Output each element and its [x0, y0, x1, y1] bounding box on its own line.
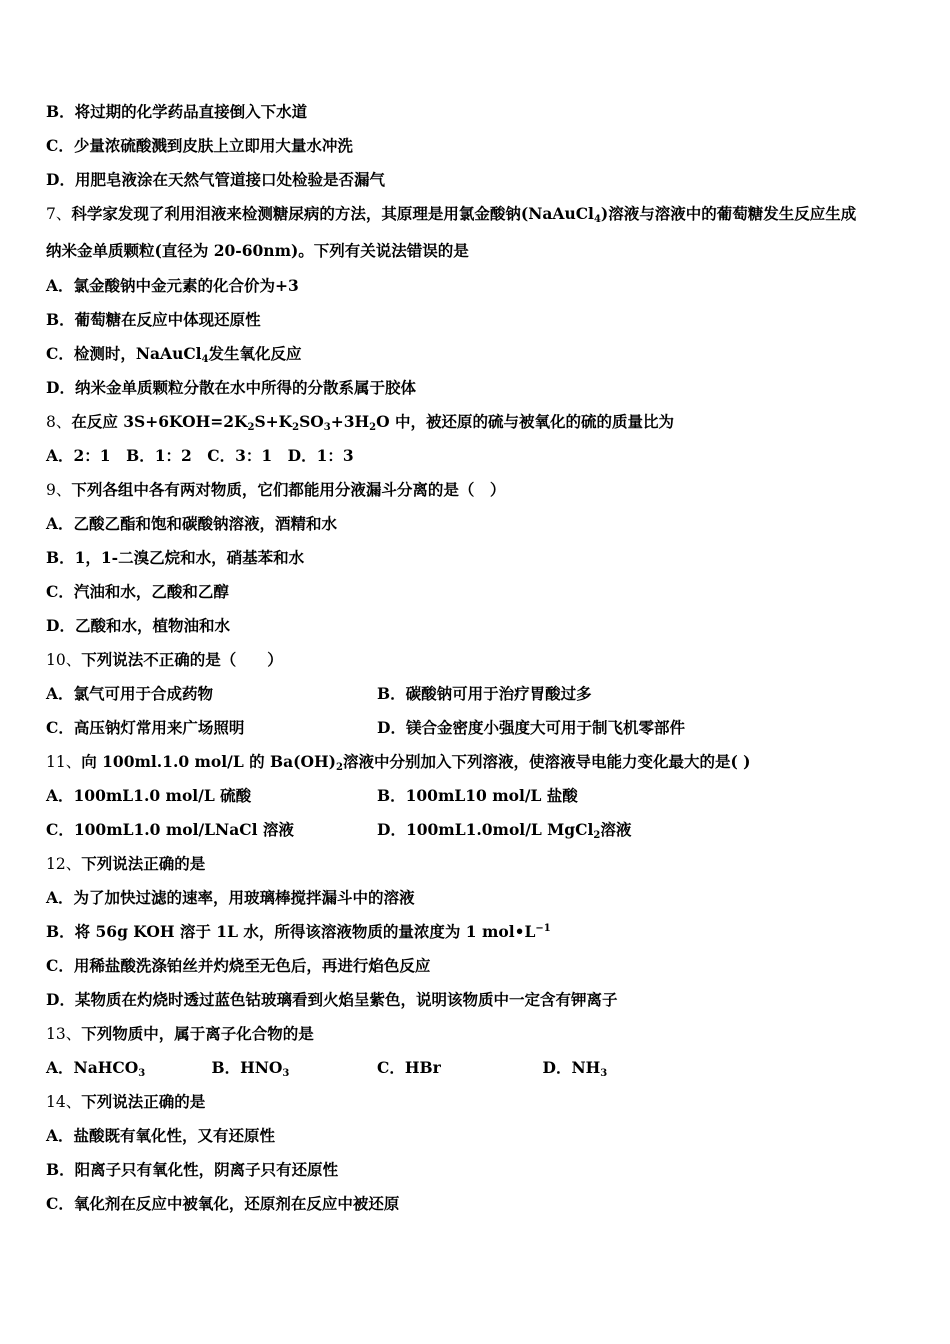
text-column [377, 716, 708, 740]
text-line [46, 376, 910, 400]
text-column [46, 512, 337, 536]
subscript: 2 [247, 422, 255, 433]
text-line [46, 308, 910, 332]
text-segment: D．镁合金密度小强度大可用于制飞机零部件 [377, 718, 685, 737]
subscript: 2 [335, 762, 343, 773]
question-number: 14、 [46, 1093, 82, 1111]
text-segment: A．2：1 B．1：2 C．3：1 D．1：3 [46, 446, 354, 465]
text-line [46, 1158, 910, 1182]
text-line [46, 512, 910, 536]
question-line [46, 648, 910, 672]
superscript: −1 [535, 923, 551, 934]
text-segment: C．用稀盐酸洗涤铂丝并灼烧至无色后，再进行焰色反应 [46, 956, 431, 975]
text-segment: A．氯气可用于合成药物 [46, 684, 214, 703]
text-segment: D．100mL1.0mol/L MgCl [377, 820, 594, 839]
subscript: 4 [593, 214, 601, 225]
text-column [71, 478, 505, 502]
subscript: 3 [138, 1068, 146, 1079]
text-column [81, 750, 750, 774]
text-column [46, 308, 261, 332]
text-column [377, 818, 708, 842]
text-line [46, 1192, 910, 1216]
text-segment: D．某物质在灼烧时透过蓝色钴玻璃看到火焰呈紫色，说明该物质中一定含有钾离子 [46, 990, 618, 1009]
question-number: 11、 [46, 753, 82, 771]
text-line [46, 818, 910, 842]
text-segment: D．NH [542, 1058, 601, 1077]
text-column [46, 886, 415, 910]
text-segment: B．1，1-二溴乙烷和水，硝基苯和水 [46, 548, 305, 567]
text-segment: 溶液 [600, 820, 632, 839]
text-column [46, 954, 430, 978]
text-segment: 向 100ml.1.0 mol/L 的 Ba(OH) [81, 752, 336, 771]
text-line [46, 342, 910, 366]
text-column [46, 988, 617, 1012]
text-segment: C．HBr [377, 1058, 441, 1077]
text-segment: 在反应 3S+6KOH=2K [71, 412, 248, 431]
text-column [81, 1090, 205, 1114]
text-segment: 溶液中分别加入下列溶液，使溶液导电能力变化最大的是( ) [342, 752, 751, 771]
text-column [46, 100, 307, 124]
text-column [46, 682, 377, 706]
text-segment: A．NaHCO [46, 1058, 139, 1077]
text-segment: 纳米金单质颗粒(直径为 20-60nm)。下列有关说法错误的是 [46, 241, 469, 260]
text-segment: C．氧化剂在反应中被氧化，还原剂在反应中被还原 [46, 1194, 400, 1213]
question-line [46, 478, 910, 502]
text-segment: D．纳米金单质颗粒分散在水中所得的分散系属于胶体 [46, 378, 416, 397]
text-column [46, 580, 229, 604]
text-line [46, 920, 910, 944]
text-segment: O 中，被还原的硫与被氧化的硫的质量比为 [376, 412, 675, 431]
question-line [46, 1090, 910, 1114]
text-line [46, 239, 910, 263]
text-column [81, 648, 283, 672]
text-line [46, 580, 910, 604]
text-segment: A．氯金酸钠中金元素的化合价为+3 [46, 276, 299, 295]
text-column [46, 784, 377, 808]
text-column [46, 274, 299, 298]
text-segment: B．将 56g KOH 溶于 1L 水，所得该溶液物质的量浓度为 1 mol•L [46, 922, 536, 941]
text-column [46, 376, 416, 400]
text-column [46, 1192, 399, 1216]
text-column [46, 614, 230, 638]
text-segment: D．乙酸和水，植物油和水 [46, 616, 230, 635]
subscript: 4 [201, 354, 209, 365]
text-column [46, 716, 377, 740]
text-column [46, 444, 354, 468]
text-segment: B．100mL10 mol/L 盐酸 [377, 786, 578, 805]
text-line [46, 886, 910, 910]
question-line [46, 750, 910, 774]
text-line [46, 444, 910, 468]
text-column [46, 1056, 212, 1080]
question-line [46, 1022, 910, 1046]
text-segment: 下列说法正确的是 [81, 854, 206, 873]
text-segment: C．检测时，NaAuCl [46, 344, 202, 363]
text-column [543, 1056, 709, 1080]
text-line [46, 954, 910, 978]
text-segment: S+K [254, 412, 293, 431]
text-segment: C．汽油和水，乙酸和乙醇 [46, 582, 229, 601]
question-number: 8、 [46, 413, 72, 431]
text-segment: )溶液与溶液中的葡萄糖发生反应生成 [600, 204, 857, 223]
text-line [46, 716, 910, 740]
text-segment: A．盐酸既有氧化性，又有还原性 [46, 1126, 276, 1145]
text-line [46, 168, 910, 192]
subscript: 3 [600, 1068, 608, 1079]
text-line [46, 134, 910, 158]
text-column [212, 1056, 378, 1080]
subscript: 3 [282, 1068, 290, 1079]
text-column [46, 239, 469, 263]
subscript: 3 [323, 422, 331, 433]
text-segment: A．乙酸乙酯和饱和碳酸钠溶液，酒精和水 [46, 514, 338, 533]
text-column [46, 818, 377, 842]
text-column [46, 1158, 338, 1182]
text-column [46, 342, 302, 366]
text-column [46, 168, 385, 192]
subscript: 2 [292, 422, 300, 433]
text-column [46, 920, 551, 944]
text-column [46, 1124, 275, 1148]
question-number: 7、 [46, 205, 72, 223]
text-segment: 发生氧化反应 [208, 344, 302, 363]
text-column [377, 1056, 543, 1080]
text-line [46, 546, 910, 570]
question-number: 12、 [46, 855, 82, 873]
question-line [46, 852, 910, 876]
question-number: 13、 [46, 1025, 82, 1043]
text-segment: D．用肥皂液涂在天然气管道接口处检验是否漏气 [46, 170, 385, 189]
text-segment: B．阳离子只有氧化性，阴离子只有还原性 [46, 1160, 339, 1179]
text-segment: +3H [330, 412, 370, 431]
text-line [46, 1124, 910, 1148]
question-number: 9、 [46, 481, 72, 499]
text-line [46, 274, 910, 298]
text-segment: SO [299, 412, 324, 431]
text-segment: B．将过期的化学药品直接倒入下水道 [46, 102, 308, 121]
text-segment: 下列说法不正确的是（ ） [81, 650, 283, 669]
text-column [71, 202, 856, 226]
text-segment: B．HNO [211, 1058, 283, 1077]
text-segment: C．高压钠灯常用来广场照明 [46, 718, 245, 737]
text-line [46, 1056, 910, 1080]
subscript: 2 [369, 422, 377, 433]
text-segment: 下列物质中，属于离子化合物的是 [81, 1024, 314, 1043]
text-line [46, 682, 910, 706]
question-line [46, 410, 910, 434]
text-segment: C．少量浓硫酸溅到皮肤上立即用大量水冲洗 [46, 136, 353, 155]
text-line [46, 784, 910, 808]
text-column [377, 784, 708, 808]
text-column [81, 1022, 314, 1046]
question-line [46, 202, 910, 226]
text-column [46, 134, 353, 158]
text-column [377, 682, 708, 706]
text-column [81, 852, 205, 876]
text-segment: 下列各组中各有两对物质，它们都能用分液漏斗分离的是（ ） [71, 480, 506, 499]
text-segment: B．葡萄糖在反应中体现还原性 [46, 310, 261, 329]
text-segment: A．为了加快过滤的速率，用玻璃棒搅拌漏斗中的溶液 [46, 888, 415, 907]
text-column [71, 410, 674, 434]
text-line [46, 100, 910, 124]
text-segment: C．100mL1.0 mol/LNaCl 溶液 [46, 820, 294, 839]
question-number: 10、 [46, 651, 82, 669]
text-segment: 下列说法正确的是 [81, 1092, 206, 1111]
text-column [46, 546, 304, 570]
text-segment: 科学家发现了利用泪液来检测糖尿病的方法，其原理是用氯金酸钠(NaAuCl [71, 204, 594, 223]
text-segment: A．100mL1.0 mol/L 硫酸 [46, 786, 252, 805]
text-segment: B．碳酸钠可用于治疗胃酸过多 [377, 684, 592, 703]
text-line [46, 614, 910, 638]
text-line [46, 988, 910, 1012]
subscript: 2 [593, 830, 601, 841]
